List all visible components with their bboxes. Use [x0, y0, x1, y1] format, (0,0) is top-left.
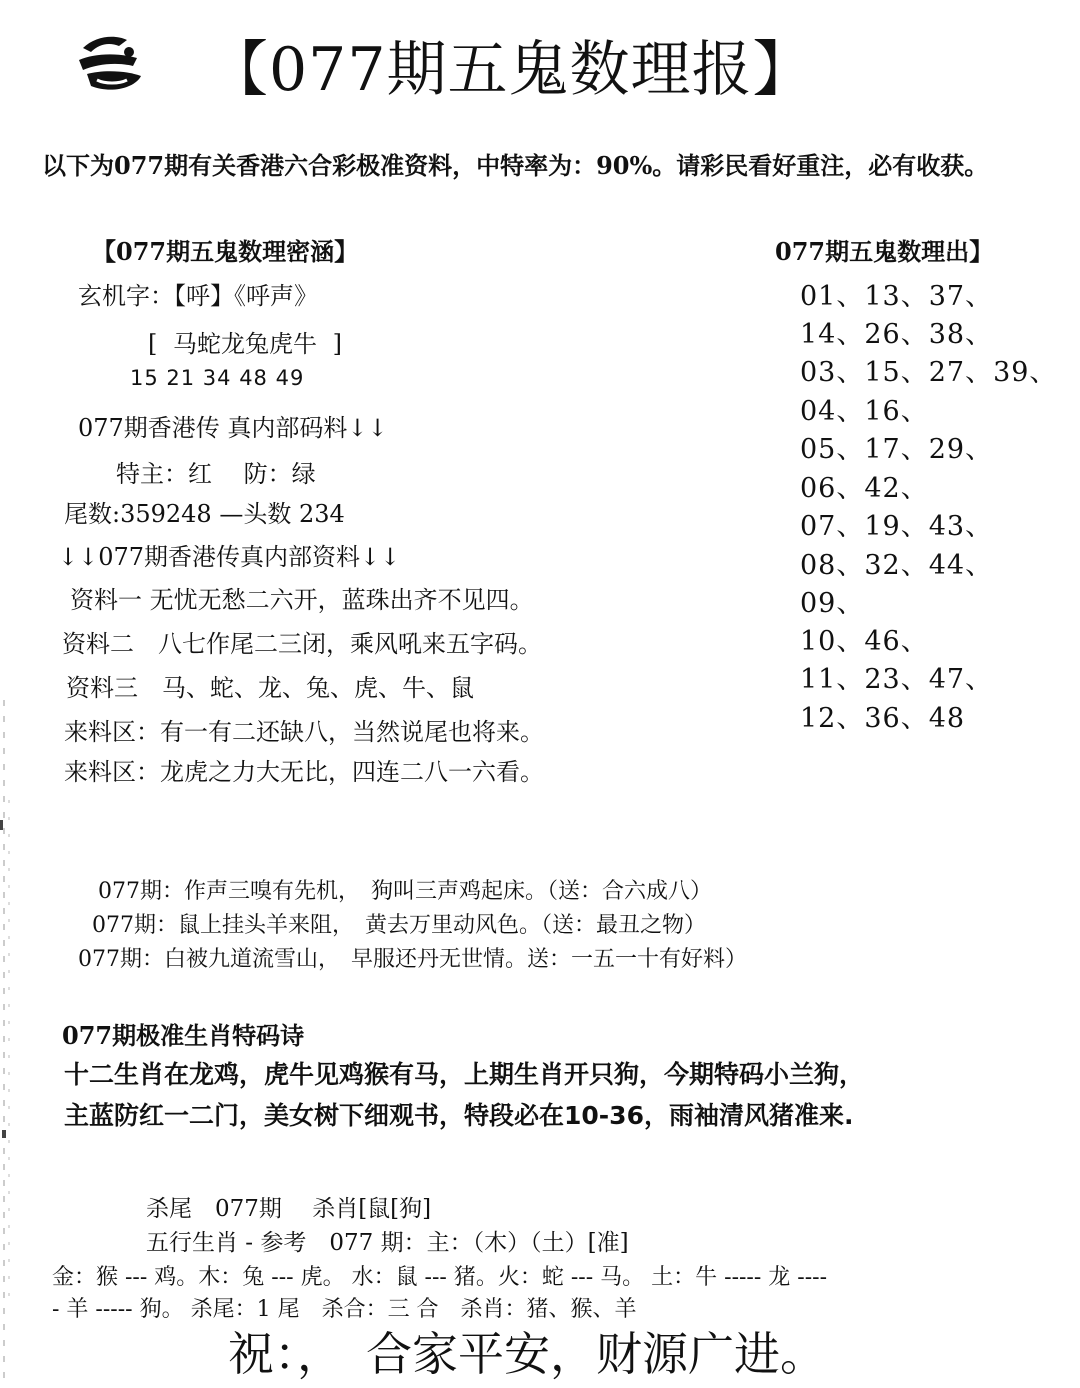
laoliao-1: 来料区：有一有二还缺八，当然说尾也将来。 [64, 718, 544, 746]
number-row: 12、36、48 [800, 703, 966, 734]
number-row: 05、17、29、 [800, 434, 994, 465]
number-row: 01、13、37、 [800, 281, 994, 312]
tema-heading: 077期极准生肖特码诗 [62, 1021, 305, 1050]
tema-line-2: 主蓝防红一二门，美女树下细观书，特段必在10-36，雨袖清风猪准来. [64, 1101, 854, 1130]
poem-line: 077期：作声三嗅有先机， 狗叫三声鸡起床。（送：合六成八） [98, 879, 712, 904]
blessing-line: 祝：， 合家平安，财源广进。 [228, 1329, 826, 1380]
tezhu-line: 特主：红 防：绿 [116, 460, 316, 488]
ziliao-3: 资料三 马、蛇、龙、兔、虎、牛、鼠 [66, 674, 474, 702]
dragon-logo-icon [75, 30, 147, 96]
number-row: 08、32、44、 [800, 550, 994, 581]
poem-line: 077期：白被九道流雪山， 早服还丹无世情。送：一五一十有好料） [78, 947, 747, 972]
secret-heading: 【077期五鬼数理密涵】 [92, 237, 359, 266]
scan-edge-decoration [0, 700, 14, 1388]
ziliao-heading: ↓↓077期香港传真内部资料↓↓ [58, 543, 401, 571]
ziliao-2: 资料二 八七作尾二三闭，乘风吼来五字码。 [62, 630, 542, 658]
poem-line: 077期：鼠上挂头羊来阻， 黄去万里动风色。（送：最丑之物） [92, 913, 706, 938]
zodiac-numbers: 15 21 34 48 49 [130, 366, 305, 390]
number-row: 04、16、 [800, 396, 929, 427]
page-title: 【077期五鬼数理报】 [208, 35, 814, 105]
elements-line-2: - 羊 ----- 狗。 杀尾：1 尾 杀合：三 合 杀肖：猪、猴、羊 [52, 1297, 637, 1322]
shawei-line: 杀尾 077期 杀肖[鼠[狗] [146, 1196, 432, 1222]
intro-paragraph: 以下为077期有关香港六合彩极准资料，中特率为：90%。请彩民看好重注，必有收获。 [42, 151, 989, 180]
number-row: 14、26、38、 [800, 319, 994, 350]
number-row: 06、42、 [800, 473, 929, 504]
zodiac-bracket: [ 马蛇龙兔虎牛 ] [148, 330, 342, 358]
laoliao-2: 来料区：龙虎之力大无比，四连二八一六看。 [64, 758, 544, 786]
elements-line-1: 金：猴 --- 鸡。木：兔 --- 虎。 水：鼠 --- 猪。火：蛇 --- 马。 土：牛 ----- 龙 ---- [52, 1265, 828, 1290]
number-row: 10、46、 [800, 626, 929, 657]
neibu-heading: 077期香港传 真内部码料↓↓ [78, 414, 388, 442]
tema-line-1: 十二生肖在龙鸡，虎牛见鸡猴有马，上期生肖开只狗，今期特码小兰狗， [64, 1060, 865, 1089]
number-row: 03、15、27、39、 [800, 357, 1058, 388]
number-row: 11、23、47、 [800, 664, 994, 695]
number-row: 09、 [800, 588, 865, 619]
wuxing-line: 五行生肖 - 参考 077 期：主：（木）（土）[准] [146, 1230, 629, 1256]
xuanji-line: 玄机字：【呼】《呼声》 [78, 282, 318, 310]
number-row: 07、19、43、 [800, 511, 994, 542]
ziliao-1: 资料一 无忧无愁二六开，蓝珠出齐不见四。 [70, 586, 534, 614]
numbers-heading: 077期五鬼数理出】 [775, 237, 994, 266]
weishu-line: 尾数:359248 —头数 234 [64, 500, 345, 528]
